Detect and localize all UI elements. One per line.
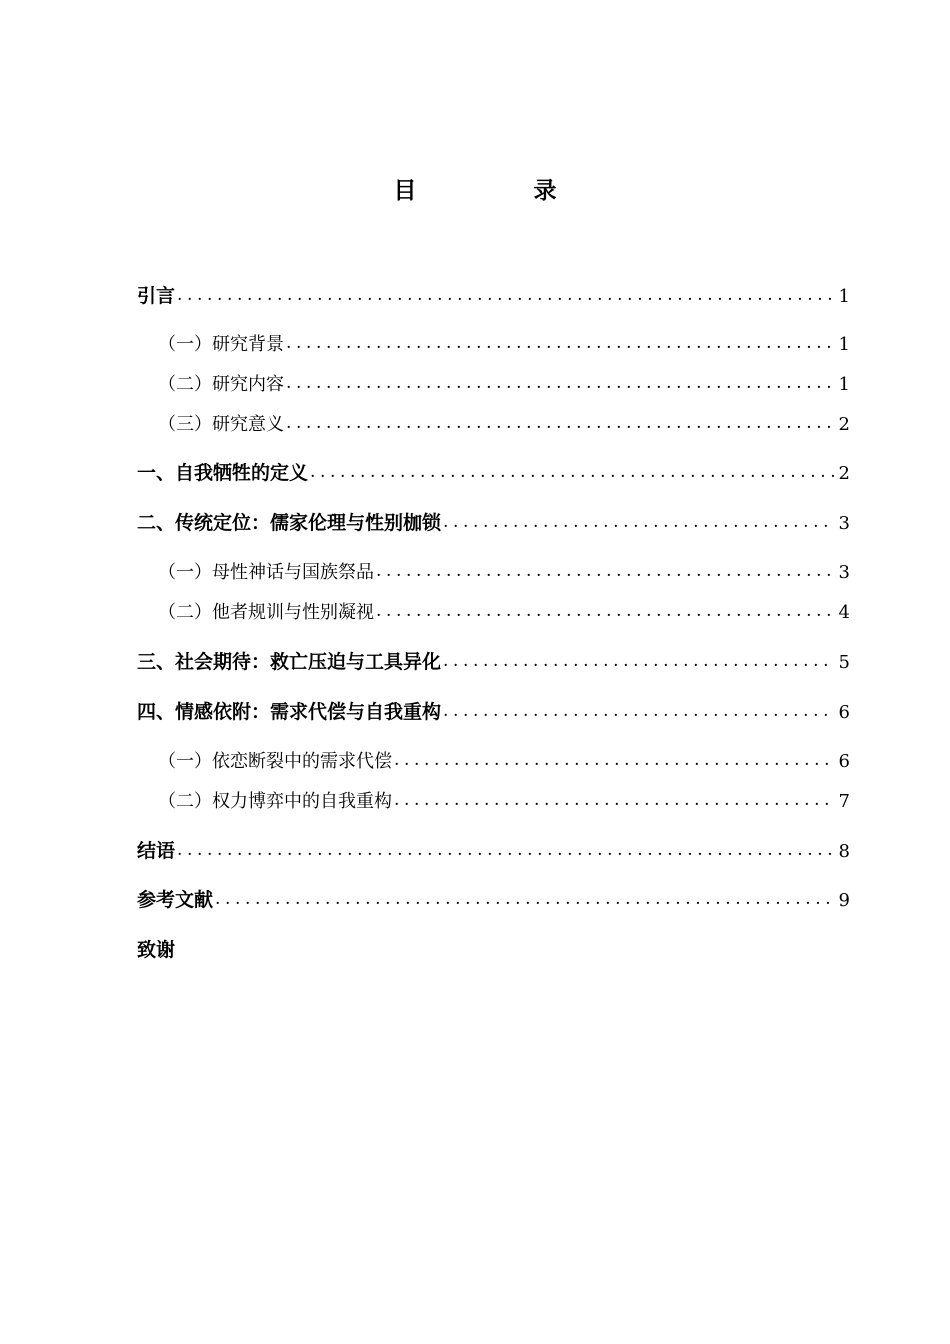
toc-page-number: 3 xyxy=(838,562,850,583)
toc-entry-text: 三、社会期待：救亡压迫与工具异化 xyxy=(137,651,442,673)
toc-entry-text: （二）研究内容 xyxy=(158,374,284,395)
toc-page-number: 1 xyxy=(838,374,850,395)
toc-page-number: 6 xyxy=(838,751,850,772)
toc-page-number: 6 xyxy=(838,702,850,723)
toc-page-number: 5 xyxy=(838,652,850,673)
toc-entry-text: 二、传统定位：儒家伦理与性别枷锁 xyxy=(137,512,442,534)
toc-leader-dots xyxy=(443,698,834,724)
toc-entry-text: （一）研究背景 xyxy=(158,334,284,355)
toc-leader-dots xyxy=(177,837,834,863)
toc-entry-acknowledgements[interactable] xyxy=(137,937,850,963)
toc-page-number: 2 xyxy=(838,463,850,484)
toc-entry-chapter-4-section-2[interactable] xyxy=(158,789,850,815)
toc-entry-research-background[interactable] xyxy=(158,332,850,358)
toc-entry-references[interactable] xyxy=(137,887,850,913)
toc-page-number: 1 xyxy=(838,334,850,355)
toc-entry-research-content[interactable] xyxy=(158,372,850,398)
toc-page-number: 2 xyxy=(838,414,850,435)
toc-entry-chapter-2[interactable] xyxy=(137,510,850,536)
toc-leader-dots xyxy=(394,787,834,813)
toc-page-number: 3 xyxy=(838,513,850,534)
page-title: 目 录 xyxy=(393,178,604,204)
toc-entry-research-significance[interactable] xyxy=(158,412,850,438)
toc-leader-dots xyxy=(215,886,834,912)
toc-page-number: 4 xyxy=(838,602,850,623)
toc-entry-text: （二）他者规训与性别凝视 xyxy=(158,602,374,623)
toc-entry-chapter-3[interactable] xyxy=(137,649,850,675)
toc-leader-dots xyxy=(177,282,834,308)
toc-entry-chapter-1[interactable] xyxy=(137,460,850,486)
toc-leader-dots xyxy=(376,558,834,584)
toc-entry-text: 致谢 xyxy=(137,939,176,961)
toc-entry-conclusion[interactable] xyxy=(137,838,850,864)
toc-page-number: 1 xyxy=(838,286,850,307)
toc-leader-dots xyxy=(286,410,834,436)
toc-entry-text: （一）依恋断裂中的需求代偿 xyxy=(158,751,392,772)
toc-leader-dots xyxy=(376,598,834,624)
toc-leader-dots xyxy=(443,509,834,535)
toc-leader-dots xyxy=(286,370,834,396)
toc-entry-chapter-4-section-1[interactable] xyxy=(158,749,850,775)
toc-entry-text: 引言 xyxy=(137,285,176,307)
toc-entry-text: 参考文献 xyxy=(137,889,214,911)
toc-leader-dots xyxy=(443,648,834,674)
toc-entry-chapter-2-section-2[interactable] xyxy=(158,600,850,626)
toc-entry-text: （三）研究意义 xyxy=(158,414,284,435)
toc-entry-chapter-2-section-1[interactable] xyxy=(158,560,850,586)
toc-page-number: 7 xyxy=(838,791,850,812)
toc-page-number: 9 xyxy=(838,890,850,911)
toc-entry-text: （一）母性神话与国族祭品 xyxy=(158,562,374,583)
toc-leader-dots xyxy=(394,747,834,773)
toc-entry-text: 一、自我牺牲的定义 xyxy=(137,462,309,484)
toc-entry-text: 结语 xyxy=(137,840,176,862)
toc-leader-dots xyxy=(286,330,834,356)
toc-entry-chapter-4[interactable] xyxy=(137,699,850,725)
toc-leader-dots xyxy=(310,459,834,485)
toc-entry-text: （二）权力博弈中的自我重构 xyxy=(158,791,392,812)
toc-entry-introduction[interactable] xyxy=(137,283,850,309)
toc-page-number: 8 xyxy=(838,841,850,862)
toc-entry-text: 四、情感依附：需求代偿与自我重构 xyxy=(137,701,442,723)
